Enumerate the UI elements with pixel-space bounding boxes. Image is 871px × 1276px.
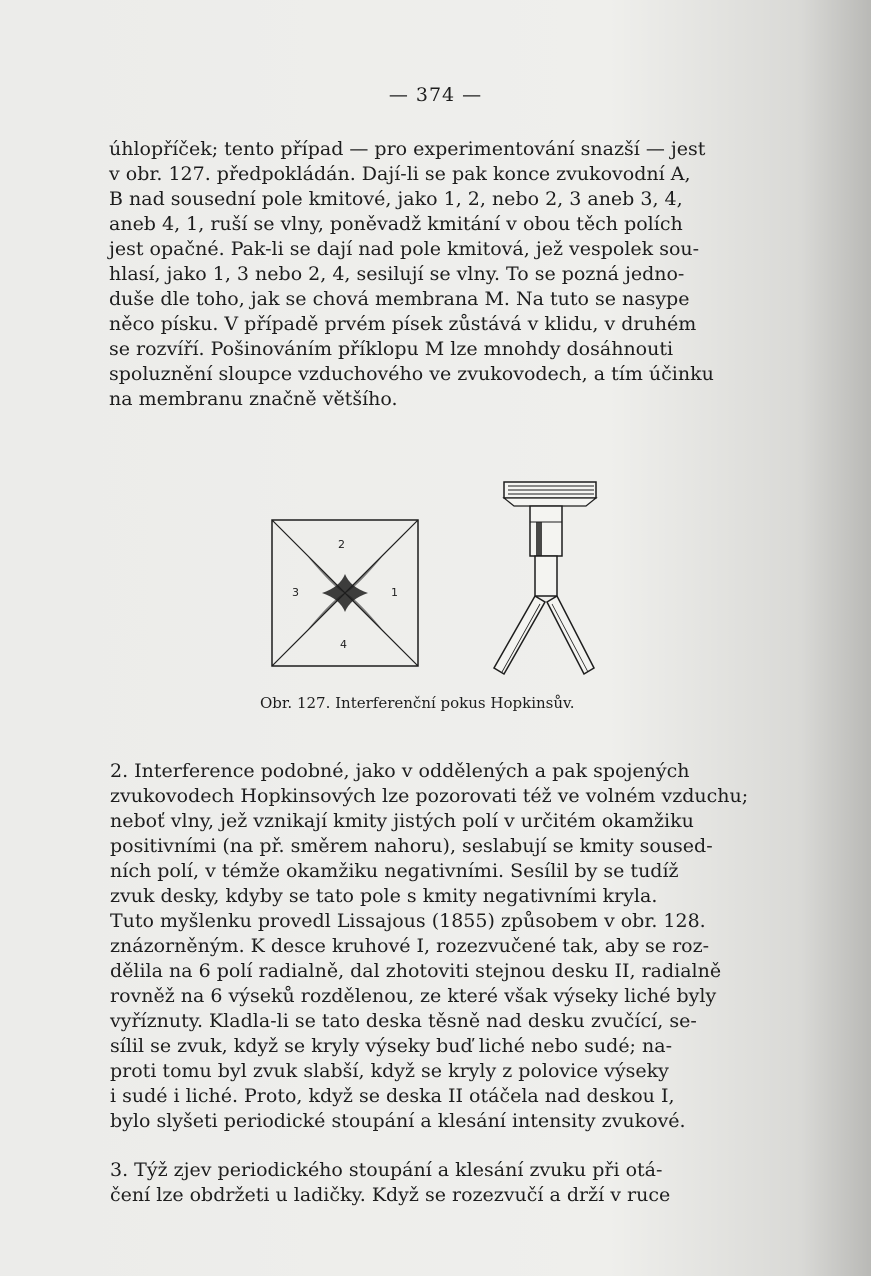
plate-label: 4 <box>340 638 347 651</box>
tube-apparatus <box>494 482 596 674</box>
text-line: úhlopříček; tento případ — pro experimentování snazší — jest <box>109 138 706 160</box>
text-line: bylo slyšeti periodické stoupání a klesání intensity zvukové. <box>110 1110 686 1132</box>
text-line: 3. Týž zjev periodického stoupání a klesání zvuku při otá- <box>110 1159 663 1181</box>
text-line: positivními (na př. směrem nahoru), seslabují se kmity soused- <box>110 835 713 857</box>
text-line: aneb 4, 1, ruší se vlny, poněvadž kmitání v obou těch polích <box>109 213 683 235</box>
text-line: rovněž na 6 výseků rozdělenou, ze které však výseky liché byly <box>110 985 717 1007</box>
text-line: znázorněným. K desce kruhové I, rozezvučené tak, aby se roz- <box>110 935 710 957</box>
text-line: vyříznuty. Kladla-li se tato deska těsně nad desku zvučící, se- <box>110 1010 697 1032</box>
text-line: na membranu značně většího. <box>109 388 398 410</box>
text-line: zvukovodech Hopkinsových lze pozorovati též ve volném vzduchu; <box>110 785 749 807</box>
text-line: B nad sousední pole kmitové, jako 1, 2, nebo 2, 3 aneb 3, 4, <box>109 188 683 210</box>
text-line: hlasí, jako 1, 3 nebo 2, 4, sesilují se vlny. To se pozná jedno- <box>109 263 685 285</box>
figure-hopkins-experiment <box>258 462 618 690</box>
plate-label: 3 <box>292 586 299 599</box>
text-line: dělila na 6 polí radialně, dal zhotoviti stejnou desku II, radialně <box>110 960 722 982</box>
text-line: 2. Interference podobné, jako v oddělených a pak spojených <box>110 760 690 782</box>
text-line: čení lze obdržeti u ladičky. Když se rozezvučí a drží v ruce <box>110 1184 671 1206</box>
text-line: něco písku. V případě prvém písek zůstává v klidu, v druhém <box>109 313 697 335</box>
text-line: duše dle toho, jak se chová membrana M. Na tuto se nasype <box>109 288 690 310</box>
text-line: spoluznění sloupce vzduchového ve zvukovodech, a tím účinku <box>109 363 714 385</box>
page-number: — 374 — <box>388 84 483 106</box>
text-line: jest opačné. Pak-li se dají nad pole kmitová, jež vespolek sou- <box>109 238 700 260</box>
plate-label: 1 <box>391 586 398 599</box>
text-line: neboť vlny, jež vznikají kmity jistých polí v určitém okamžiku <box>110 810 694 832</box>
text-line: ních polí, v témže okamžiku negativními. Sesílil by se tudíž <box>110 860 679 882</box>
text-line: sílil se zvuk, když se kryly výseky buď liché nebo sudé; na- <box>110 1035 672 1057</box>
text-line: v obr. 127. předpokládán. Dají-li se pak konce zvukovodní A, <box>109 163 691 185</box>
figure-caption: Obr. 127. Interferenční pokus Hopkinsův. <box>260 694 575 712</box>
text-line: i sudé i liché. Proto, když se deska II otáčela nad deskou I, <box>110 1085 675 1107</box>
text-line: se rozvíří. Pošinováním příklopu M lze mnohdy dosáhnouti <box>109 338 674 360</box>
text-line: Tuto myšlenku provedl Lissajous (1855) způsobem v obr. 128. <box>110 910 706 932</box>
text-line: zvuk desky, kdyby se tato pole s kmity negativními kryla. <box>110 885 658 907</box>
plate-label: 2 <box>338 538 345 551</box>
text-line: proti tomu byl zvuk slabší, když se kryly z polovice výseky <box>110 1060 669 1082</box>
